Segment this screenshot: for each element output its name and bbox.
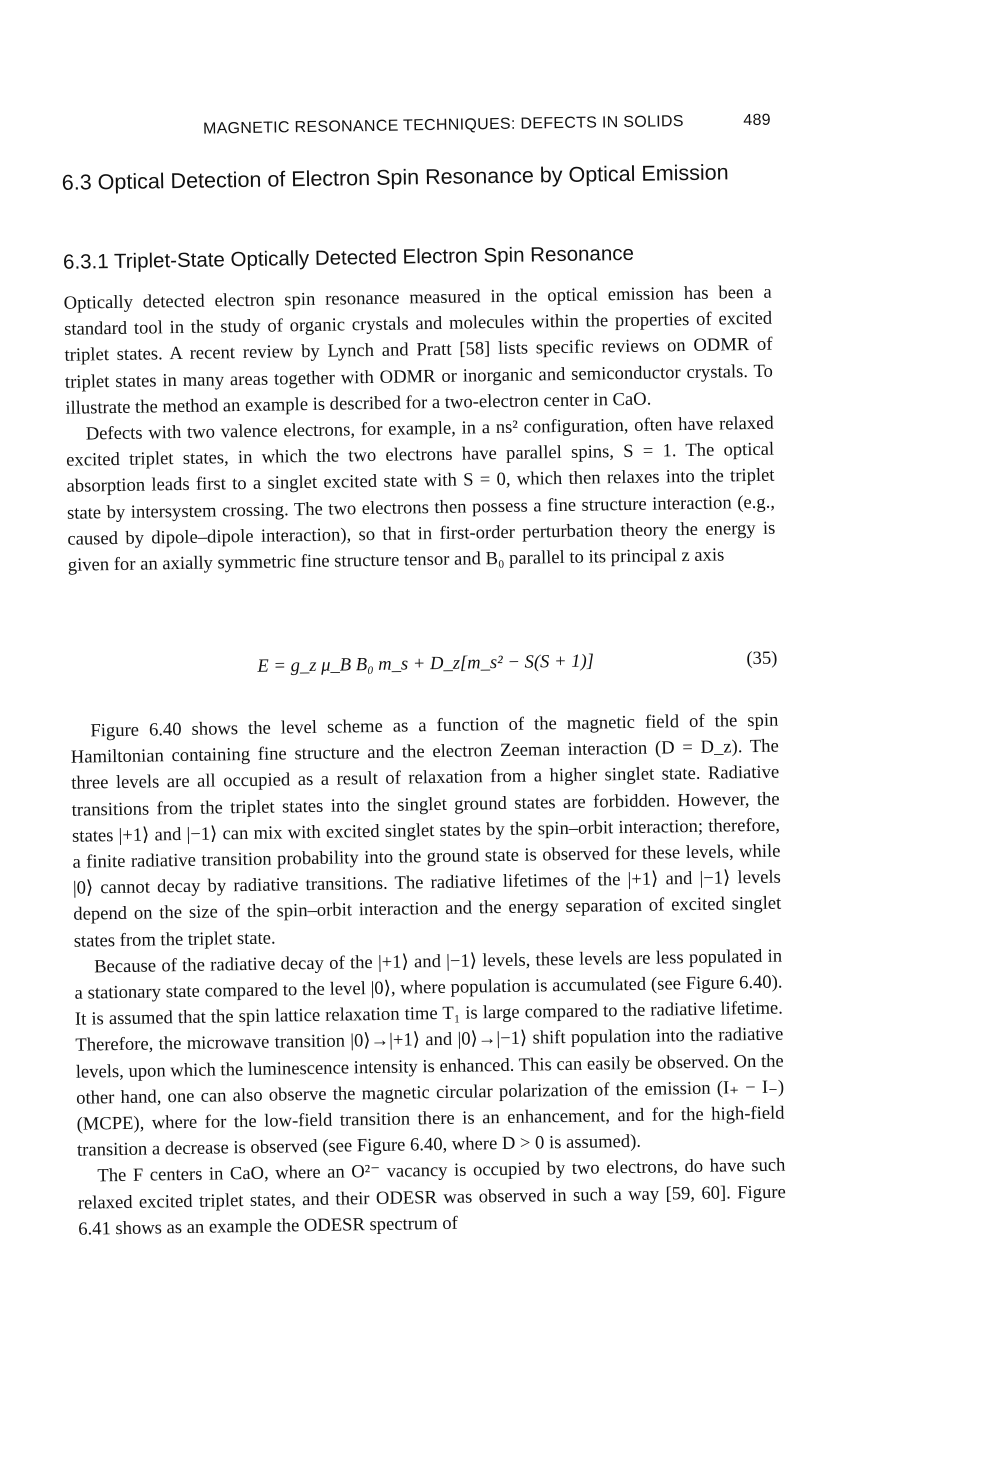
body-text-after-equation [70,708,786,1243]
equation-number: (35) [746,647,778,670]
paragraph: The F centers in CaO, where an O²⁻ vacancy is occupied by two electrons, do have such relaxed excited triplet states, and their ODESR was observed in such a way [59, 60]. Figure 6.41 shows as an example the ODESR spectrum of [77,1155,786,1240]
section-heading: 6.3 Optical Detection of Electron Spin Resonance by Optical Emission [61,160,729,195]
subsection-heading: 6.3.1 Triplet-State Optically Detected Electron Spin Resonance [62,241,635,274]
equation-35 [69,647,778,677]
equation-expression: E = g_z μ_B B₀ m_s + D_z[m_s² − S(S + 1)] [257,650,595,677]
body-text-before-equation [64,280,776,579]
paragraph: Figure 6.40 shows the level scheme as a function of the magnetic field of the spin Hamiltonian containing fine structure and the electron Zeeman interaction (D = D_z). The three levels are all occupied as a result of relaxation from a higher singlet state. Radiative transitions from the triplet states into the singlet ground states are forbidden. However, the states |+1⟩ and |−1⟩ can mix with excited singlet states by the spin–orbit interaction; therefore, a finite radiative transition probability into the ground state is observed for these levels, while |0⟩ cannot decay by radiative transitions. The radiative lifetimes of the |+1⟩ and |−1⟩ levels depend on the size of the spin–orbit interaction and the energy separation of excited singlet states from the triplet state. [70,709,782,952]
running-head-title: MAGNETIC RESONANCE TECHNIQUES: DEFECTS IN SOLIDS [202,113,684,138]
running-head [202,111,772,138]
paragraph: Optically detected electron spin resonance measured in the optical emission has been a standard tool in the study of organic crystals and molecules within the properties of excited triplet states. A recent review by Lynch and Pratt [58] lists specific reviews on ODMR of triplet states in many areas together with ODMR or inorganic and semiconductor crystals. To illustrate the method an example is described for a two-electron center in CaO. [63,281,774,419]
paragraph: Because of the radiative decay of the |+1⟩ and |−1⟩ levels, these levels are less populated in a stationary state compared to the level |0⟩, where population is accumulated (see Figure 6.40). It is assumed that the spin lattice relaxation time T₁ is large compared to the radiative lifetime. Therefore, the microwave transition |0⟩→|+1⟩ and |0⟩→|−1⟩ shift population into the radiative levels, upon which the luminescence intensity is enhanced. This can easily be observed. On the other hand, one can also observe the magnetic circular polarization of the emission (I₊ − I₋)(MCPE), where for the low-field transition there is an enhancement, and for the high-field transition a decrease is observed (see Figure 6.40, where D > 0 is assumed). [74,945,785,1161]
page-number: 489 [743,111,772,130]
paragraph: Defects with two valence electrons, for example, in a ns² configuration, often have relaxed excited triplet states, in which the two electrons have parallel spins, S = 1. The optical absorption leads first to a singlet excited state with S = 0, which then relaxes into the triplet state by intersystem crossing. The two electrons then possess a fine structure interaction (e.g., caused by dipole–dipole interaction), so that in first-order perturbation theory the energy is given for an axially symmetric fine structure tensor and B₀ parallel to its principal z axis [66,412,776,576]
